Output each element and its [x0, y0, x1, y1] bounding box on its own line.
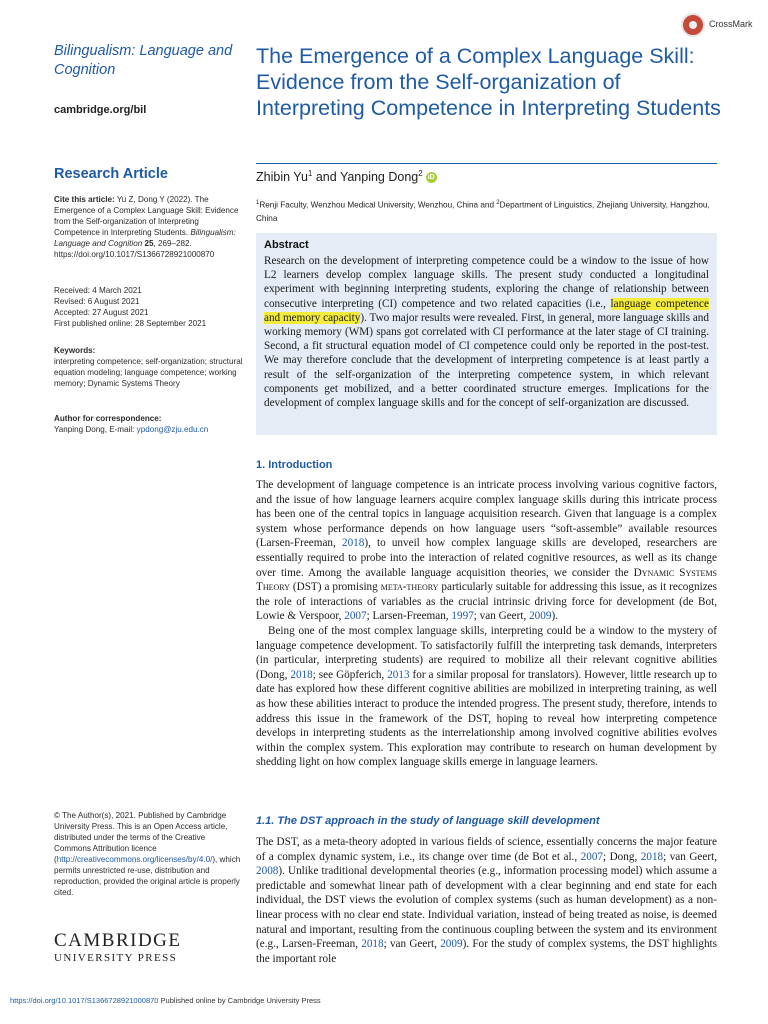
dates-block: [54, 285, 244, 329]
article-type: Research Article: [54, 166, 168, 182]
abstract-highlight: language competence and memory capacity: [264, 297, 709, 324]
intro-paragraph-2: Being one of the most complex language skills, interpreting could be a window to the mystery of language competence development. To satisfactorily fulfill the interpreting task demands, interpreters (in particular, interpreting students) are required to mobilize all their relevant cognitive abilities (Dong, 2018; see Göpferich, 2013 for a similar proposal for translators). However, little research up to date has explored how these different cognitive abilities are mobilized in interpreting training, as well as how these abilities interact to produce the intended progress. The present study, therefore, intends to address this issue in the framework of the DST, hoping to reveal how interpreting competence develops in interpreting students as the interrelationship among involved cognitive abilities evolves within the complex system. This exploration may contribute to research on human development by shedding light on how complex language skills emerge in language learners.: [256, 624, 717, 769]
license-block: [54, 810, 244, 898]
date-revised: Revised: 6 August 2021: [54, 297, 140, 306]
affil-1-sup: 1: [256, 200, 260, 206]
article-title: The Emergence of a Complex Language Skill: Evidence from the Self-organization of Interpreting Competence in Interpreting Students: [256, 44, 721, 120]
journal-url[interactable]: cambridge.org/bil: [54, 104, 147, 116]
citation-block: [54, 194, 244, 260]
affil-2: Department of Linguistics, Zhejiang University, Hangzhou, China: [256, 200, 710, 223]
dst-term: Dynamic Systems Theory: [256, 566, 718, 594]
meta-theory-term: meta-theory: [380, 581, 439, 594]
introduction-body: [256, 478, 717, 770]
citation-link[interactable]: 2007: [580, 850, 604, 863]
author-1-affil-sup: 1: [307, 169, 313, 178]
cite-text: Yu Z, Dong Y (2022). The Emergence of a Complex Language Skill: Evidence from the Self-organization of Interpreting Competence in Interpreting Students.: [54, 195, 239, 237]
cite-journal: Bilingualism: Language and Cognition: [54, 228, 236, 248]
journal-title: Bilingualism: Language and Cognition: [54, 43, 233, 78]
citation-link[interactable]: 2018: [290, 668, 313, 681]
correspondence-text: Yanping Dong, E-mail:: [54, 425, 137, 434]
abstract-text: [264, 254, 709, 410]
citation-link[interactable]: 2018: [361, 938, 384, 951]
intro-paragraph-1: The development of language competence is an intricate process involving various cognitive factors, and the issue of how language learners acquire complex language skills during this intricate process has been one of the central topics in language acquisition research. Given that language is a complex system whose performance depends on how language users “soft-assemble” available resources (Larsen-Freeman, 2018), to unveil how complex language skills are developed, researchers are essentially required to probe into the interaction of related cognitive resources, as well as its change over time. Among the available language acquisition theories, we consider the Dynamic Systems Theory (DST) a promising meta-theory particularly suitable for addressing this issue, as it recognizes the role of interactions of variables as the crucial intrinsic driving force for development (de Bot, Lowie & Verspoor, 2007; Larsen-Freeman, 1997; van Geert, 2009).: [256, 479, 718, 623]
author-1[interactable]: Zhibin Yu: [256, 170, 308, 185]
cite-label: Cite this article:: [54, 195, 115, 204]
crossmark-badge[interactable]: [681, 13, 761, 39]
publisher-logo-line2: UNIVERSITY PRESS: [54, 952, 178, 964]
license-text-1: © The Author(s), 2021. Published by Cambridge University Press. This is an Open Access article, distributed under the terms of the Creative Commons Attribution licence (: [54, 811, 228, 864]
orcid-icon[interactable]: iD: [427, 174, 435, 182]
crossmark-icon: [681, 13, 705, 37]
cite-pages: , 269–282. https://doi.org/10.1017/S1366728921000870: [54, 239, 215, 259]
abstract-part-1: Research on the development of interpreting competence could be a window to the issue of how L2 learners develop complex language skills. The present study conducted a longitudinal experiment with beginning interpreting students, exploring the change of relationship between consecutive interpreting (CI) competence and two related capacities (i.e.,: [264, 255, 709, 310]
abstract-heading: Abstract: [264, 239, 309, 251]
citation-link[interactable]: 2007: [344, 610, 367, 623]
affil-2-sup: 2: [496, 200, 500, 206]
citation-link[interactable]: 2013: [387, 668, 410, 681]
keywords-text: interpreting competence; self-organization; structural equation modeling; language competence; working memory; Dynamic Systems Theory: [54, 357, 243, 388]
citation-link[interactable]: 2008: [256, 865, 279, 878]
publisher-logo-line1: CAMBRIDGE: [54, 930, 182, 951]
correspondence-block: [54, 413, 254, 435]
author-2[interactable]: Yanping Dong: [339, 170, 419, 185]
citation-link[interactable]: 2018: [341, 537, 365, 550]
citation-link[interactable]: 1997: [451, 610, 474, 623]
date-received: Received: 4 March 2021: [54, 286, 142, 295]
correspondence-email-link[interactable]: ypdong@zju.edu.cn: [136, 425, 209, 434]
page-footer: [10, 996, 321, 1005]
footer-doi-link[interactable]: https://doi.org/10.1017/S1366728921000870: [10, 996, 159, 1005]
section-heading-dst-approach: 1.1. The DST approach in the study of language skill development: [256, 815, 600, 827]
citation-link[interactable]: 2009: [529, 610, 552, 623]
abstract-box: [256, 233, 717, 435]
date-published: First published online: 28 September 2021: [54, 319, 207, 328]
author-2-affil-sup: 2: [418, 169, 423, 178]
cite-volume: 25: [142, 239, 154, 248]
footer-text: Published online by Cambridge University Press: [158, 996, 321, 1005]
affiliations: [256, 197, 718, 225]
license-text-2: ), which permits unrestricted re-use, distribution and reproduction, provided the original article is properly cited.: [54, 855, 241, 897]
keywords-label: Keywords:: [54, 346, 96, 355]
correspondence-label: Author for correspondence:: [54, 414, 162, 423]
abstract-part-2: ). Two major results were revealed. First, in general, more language skills and working memory (WM) spans got correlated with CI performance at the later stage of CI training. Second, a fit structural equation model of CI competence could only be reported in the post-test. We may therefore conclude that the development of interpreting competence is at least partly a result of the self-organization of the interpreting competence system, in which relevant components get mobilized, and a better coordinated structure emerges. Implications for the development of complex language skills and for the concept of self-organization are discussed.: [264, 311, 709, 410]
license-link[interactable]: http://creativecommons.org/licenses/by/4.0/: [56, 855, 213, 864]
citation-link[interactable]: 2009: [440, 938, 463, 951]
publisher-logo: [54, 931, 204, 965]
authors-and: and: [312, 170, 340, 185]
title-divider: [256, 163, 717, 164]
section-heading-introduction: 1. Introduction: [256, 459, 333, 471]
keywords-block: [54, 345, 244, 389]
authors: [256, 169, 437, 184]
crossmark-label: CrossMark: [709, 19, 753, 29]
affil-1: Renji Faculty, Wenzhou Medical University, Wenzhou, China and: [259, 200, 497, 210]
dst-approach-body: The DST, as a meta-theory adopted in various fields of science, essentially concerns the major feature of a complex dynamic system, i.e., its change over time (de Bot et al., 2007; Dong, 2018; van Geert, 2008). Unlike traditional developmental theories (e.g., information processing model) which assume a predictable and somewhat linear path of development with a clear beginning and end state for each individual, the DST views the evolution of complex systems (such as human development) as a non-linear process with no clear end state. Individual variation, instead of being treated as noise, is deemed natural and important, resulting from the continuous coupling between the system and its environment (e.g., Larsen-Freeman, 2018; van Geert, 2009). For the study of complex systems, the DST highlights the important role: [256, 836, 718, 965]
citation-link[interactable]: 2018: [640, 850, 664, 863]
date-accepted: Accepted: 27 August 2021: [54, 308, 149, 317]
